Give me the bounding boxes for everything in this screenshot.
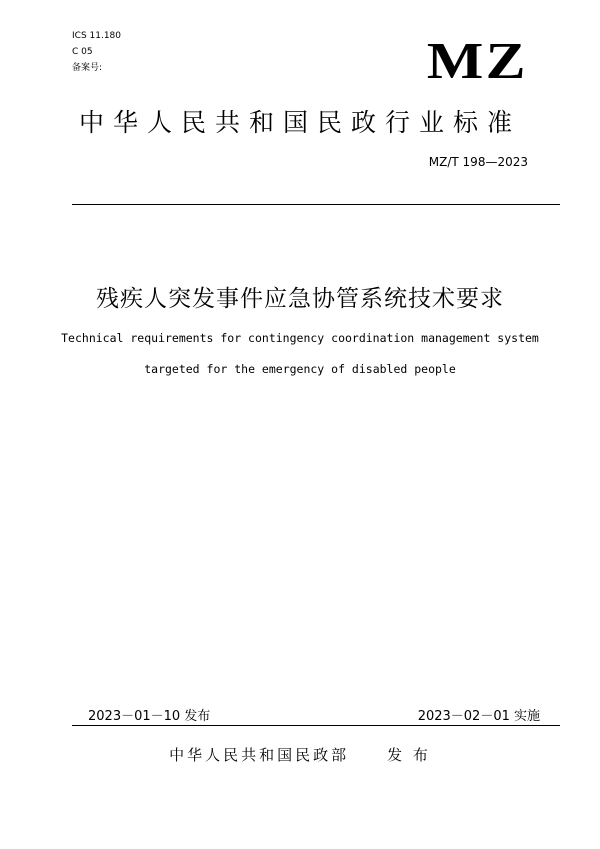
issue-date: 2023－01－10 发布 xyxy=(88,709,211,724)
issuer-line xyxy=(0,744,600,766)
ics-code: ICS 11.180 xyxy=(72,31,122,41)
filing-number-label: 备案号: xyxy=(72,63,103,73)
ccs-code: C 05 xyxy=(72,47,93,57)
issuer-action: 发 布 xyxy=(387,746,431,764)
standard-category: 中华人民共和国民政行业标准 xyxy=(78,108,521,137)
document-title-en-line2: targeted for the emergency of disabled people xyxy=(144,362,456,376)
standard-number: MZ/T 198—2023 xyxy=(428,155,528,169)
implementation-date: 2023－02－01 实施 xyxy=(417,709,540,724)
document-title-en-line1: Technical requirements for contingency coordination management system xyxy=(61,331,539,345)
header-divider xyxy=(72,204,560,205)
document-title-zh: 残疾人突发事件应急协管系统技术要求 xyxy=(96,286,504,312)
mz-logo: MZ xyxy=(427,33,528,90)
issuer-name: 中华人民共和国民政部 xyxy=(169,746,350,764)
footer-divider xyxy=(72,725,560,726)
